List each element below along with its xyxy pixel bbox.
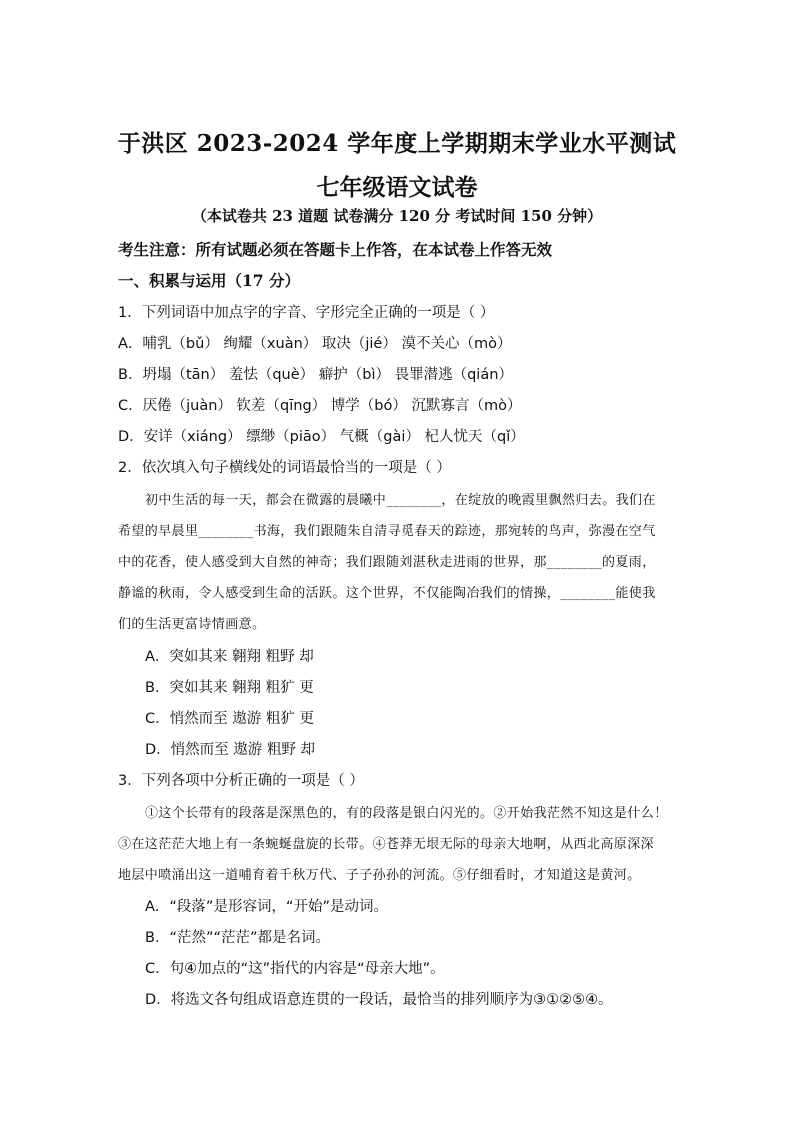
exam-subject-title: 七年级语文试卷 <box>316 174 478 201</box>
question-3-stem: 3．下列各项中分析正确的一项是（ ） <box>118 773 364 789</box>
question-1-stem: 1．下列词语中加点字的字音、字形完全正确的一项是（ ） <box>118 305 495 321</box>
question-2-passage-line: 们的生活更富诗情画意。 <box>118 617 266 632</box>
question-1-option-c: C．厌倦（juàn） 钦差（qīng） 博学（bó） 沉默寡言（mò） <box>118 398 522 414</box>
question-2-option-b: B．突如其来 翱翔 粗犷 更 <box>145 680 314 696</box>
question-2-passage-line: 希望的早晨里________书海，我们跟随朱自清寻觅春天的踪迹，那宛转的鸟声，弥漫在空气 <box>118 524 656 539</box>
question-3-option-b: B．“茫然”“茫茫”都是名词。 <box>145 930 330 946</box>
exam-info: （本试卷共 23 道题 试卷满分 120 分 考试时间 150 分钟） <box>191 207 603 225</box>
question-1-option-a: A．哺乳（bǔ） 绚耀（xuàn） 取决（jié） 漠不关心（mò） <box>118 336 512 352</box>
section-heading: 一、积累与运用（17 分） <box>118 271 300 290</box>
question-2-option-c: C．悄然而至 遨游 粗犷 更 <box>145 711 314 727</box>
exam-title: 于洪区 2023-2024 学年度上学期期末学业水平测试 <box>117 130 677 157</box>
question-2-passage-line: 中的花香，使人感受到大自然的神奇；我们跟随刘湛秋走进雨的世界，那________的夏雨， <box>118 555 656 570</box>
question-1-option-d: D．安详（xiáng） 缥缈（piāo） 气概（gài） 杞人忧天（qǐ） <box>118 429 525 445</box>
question-3-passage-line: ③在这茫茫大地上有一条蜿蜒盘旋的长带。④苍莽无垠无际的母亲大地啊，从西北高原深深 <box>118 837 655 852</box>
question-3-option-a: A．“段落”是形容词，“开始”是动词。 <box>145 899 388 915</box>
question-2-stem: 2．依次填入句子横线处的词语最恰当的一项是（ ） <box>118 460 451 476</box>
question-2-option-d: D．悄然而至 遨游 粗野 却 <box>145 742 315 758</box>
question-1-option-b: B．坍塌（tān） 羞怯（què） 癖护（bì） 畏罪潜逃（qián） <box>118 367 513 383</box>
question-3-option-d: D．将选文各句组成语意连贯的一段话，最恰当的排列顺序为③①②⑤④。 <box>145 992 613 1008</box>
exam-notice: 考生注意：所有试题必须在答题卡上作答，在本试卷上作答无效 <box>118 240 553 259</box>
question-3-option-c: C．句④加点的“这”指代的内容是“母亲大地”。 <box>145 961 445 977</box>
question-2-passage-line: 初中生活的每一天，都会在微露的晨曦中________，在绽放的晚霞里飘然归去。我们在 <box>145 493 656 508</box>
question-3-passage-line: 地层中喷涌出这一道哺育着千秋万代、子子孙孙的河流。⑤仔细看时，才知道这是黄河。 <box>118 868 641 883</box>
question-2-passage-line: 静谧的秋雨，令人感受到生命的活跃。这个世界，不仅能陶冶我们的情操，________能使我 <box>118 586 656 601</box>
question-2-option-a: A．突如其来 翱翔 粗野 却 <box>145 649 314 665</box>
question-3-passage-line: ①这个长带有的段落是深黑色的，有的段落是银白闪光的。②开始我茫然不知这是什么！ <box>145 806 668 821</box>
